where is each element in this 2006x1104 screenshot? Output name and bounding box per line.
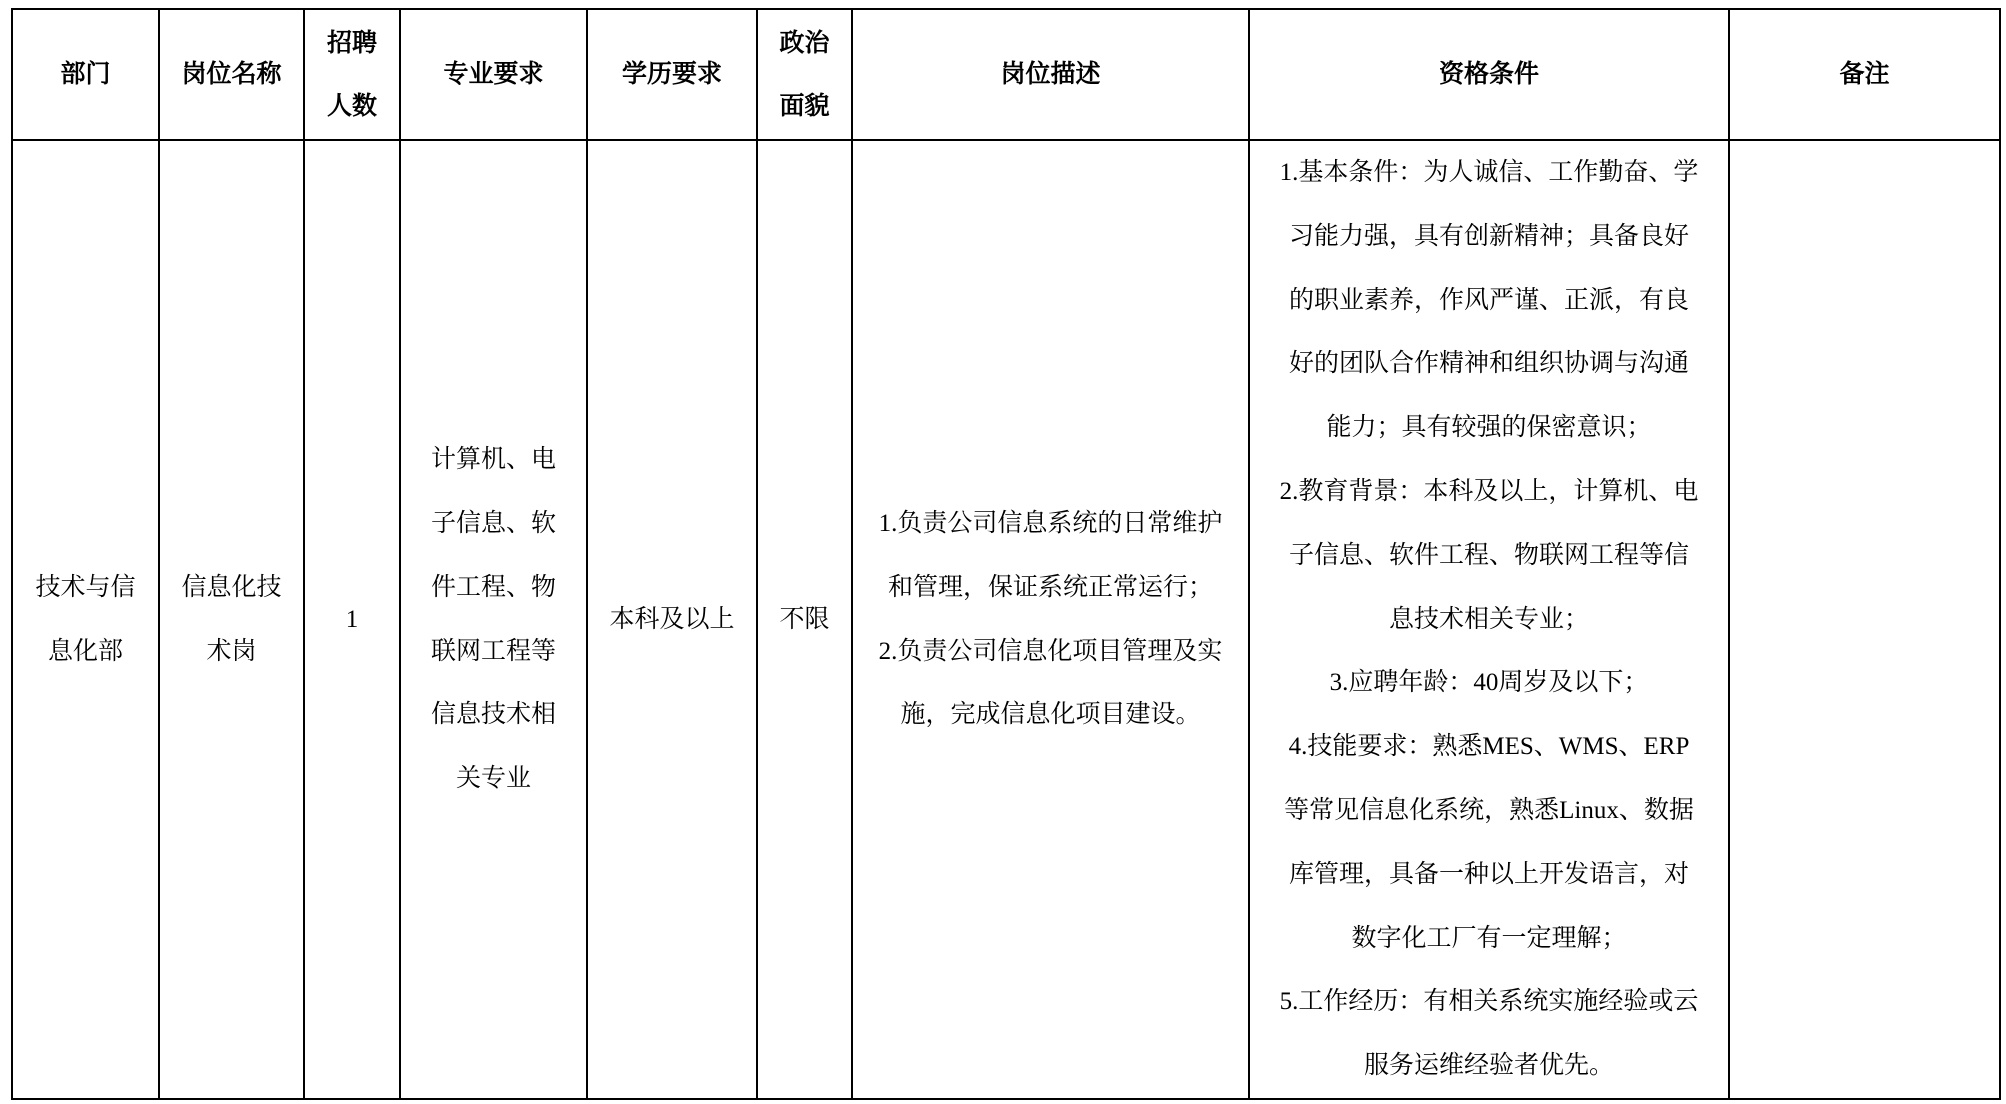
cell-political-status [757, 140, 852, 1099]
header-political-status [757, 9, 852, 140]
cell-description [852, 140, 1249, 1099]
qualification-line: 的职业素养，作风严谨、正派，有良 [1288, 286, 1689, 314]
header-row [12, 9, 2000, 140]
header-headcount-label-line1: 招聘 [326, 28, 377, 57]
qualification-line: 1.基本条件：为人诚信、工作勤奋、学 [1279, 159, 1699, 187]
department-line: 息化部 [47, 637, 123, 665]
major-line: 子信息、软 [430, 509, 556, 537]
headcount-value: 1 [345, 605, 359, 633]
cell-qualifications [1249, 140, 1729, 1099]
major-line: 计算机、电 [430, 446, 556, 474]
qualification-line: 好的团队合作精神和组织协调与沟通 [1288, 350, 1689, 378]
header-qualifications-label: 资格条件 [1438, 60, 1539, 88]
description-line: 1.负责公司信息系统的日常维护 [878, 509, 1223, 537]
header-education-label: 学历要求 [621, 60, 722, 88]
header-political-status-label-line2: 面貌 [779, 91, 830, 120]
cell-major [400, 140, 587, 1099]
cell-department [12, 140, 159, 1099]
header-headcount-label-line2: 人数 [326, 91, 377, 120]
major-line: 关专业 [455, 765, 531, 793]
header-major-label: 专业要求 [443, 60, 544, 88]
cell-education [587, 140, 757, 1099]
position-line: 术岗 [206, 637, 257, 665]
qualification-line: 4.技能要求：熟悉MES、WMS、ERP [1288, 733, 1690, 761]
description-line: 2.负责公司信息化项目管理及实 [878, 637, 1223, 665]
qualification-line: 2.教育背景：本科及以上，计算机、电 [1279, 478, 1699, 505]
major-line: 件工程、物 [430, 573, 556, 601]
header-headcount [304, 9, 400, 140]
position-line: 信息化技 [181, 573, 282, 601]
header-department [12, 9, 159, 140]
qualification-line: 子信息、软件工程、物联网工程等信 [1288, 541, 1689, 569]
header-department-label: 部门 [60, 60, 111, 88]
cell-position [159, 140, 304, 1099]
header-major [400, 9, 587, 140]
header-position-label: 岗位名称 [181, 60, 282, 88]
cell-headcount [304, 140, 400, 1099]
qualification-line: 数字化工厂有一定理解； [1351, 924, 1627, 952]
qualification-line: 能力；具有较强的保密意识； [1326, 414, 1652, 442]
political-status-value: 不限 [779, 605, 830, 633]
qualification-line: 息技术相关专业； [1388, 605, 1589, 633]
major-line: 联网工程等 [430, 637, 556, 665]
description-line: 和管理，保证系统正常运行； [887, 573, 1213, 601]
table-row [12, 140, 2000, 1099]
cell-notes [1729, 140, 2000, 1099]
education-value: 本科及以上 [609, 605, 735, 633]
header-position [159, 9, 304, 140]
job-posting-table [11, 8, 2001, 1100]
description-line: 施，完成信息化项目建设。 [900, 701, 1201, 729]
qualification-line: 等常见信息化系统，熟悉Linux、数据 [1284, 796, 1694, 824]
department-line: 技术与信 [35, 573, 136, 601]
header-education [587, 9, 757, 140]
table-body [12, 140, 2000, 1099]
qualification-line: 库管理，具备一种以上开发语言，对 [1288, 860, 1689, 888]
qualification-line: 服务运维经验者优先。 [1363, 1052, 1614, 1080]
qualification-line: 习能力强，具有创新精神；具备良好 [1288, 222, 1689, 250]
header-description-label: 岗位描述 [1000, 60, 1101, 88]
header-political-status-label-line1: 政治 [779, 28, 830, 57]
header-description [852, 9, 1249, 140]
table-header [12, 9, 2000, 140]
header-notes [1729, 9, 2000, 140]
qualification-line: 5.工作经历：有相关系统实施经验或云 [1279, 988, 1699, 1016]
header-qualifications [1249, 9, 1729, 140]
header-notes-label: 备注 [1839, 60, 1890, 88]
major-line: 信息技术相 [430, 701, 556, 729]
qualification-line: 3.应聘年龄：40周岁及以下； [1329, 669, 1649, 697]
